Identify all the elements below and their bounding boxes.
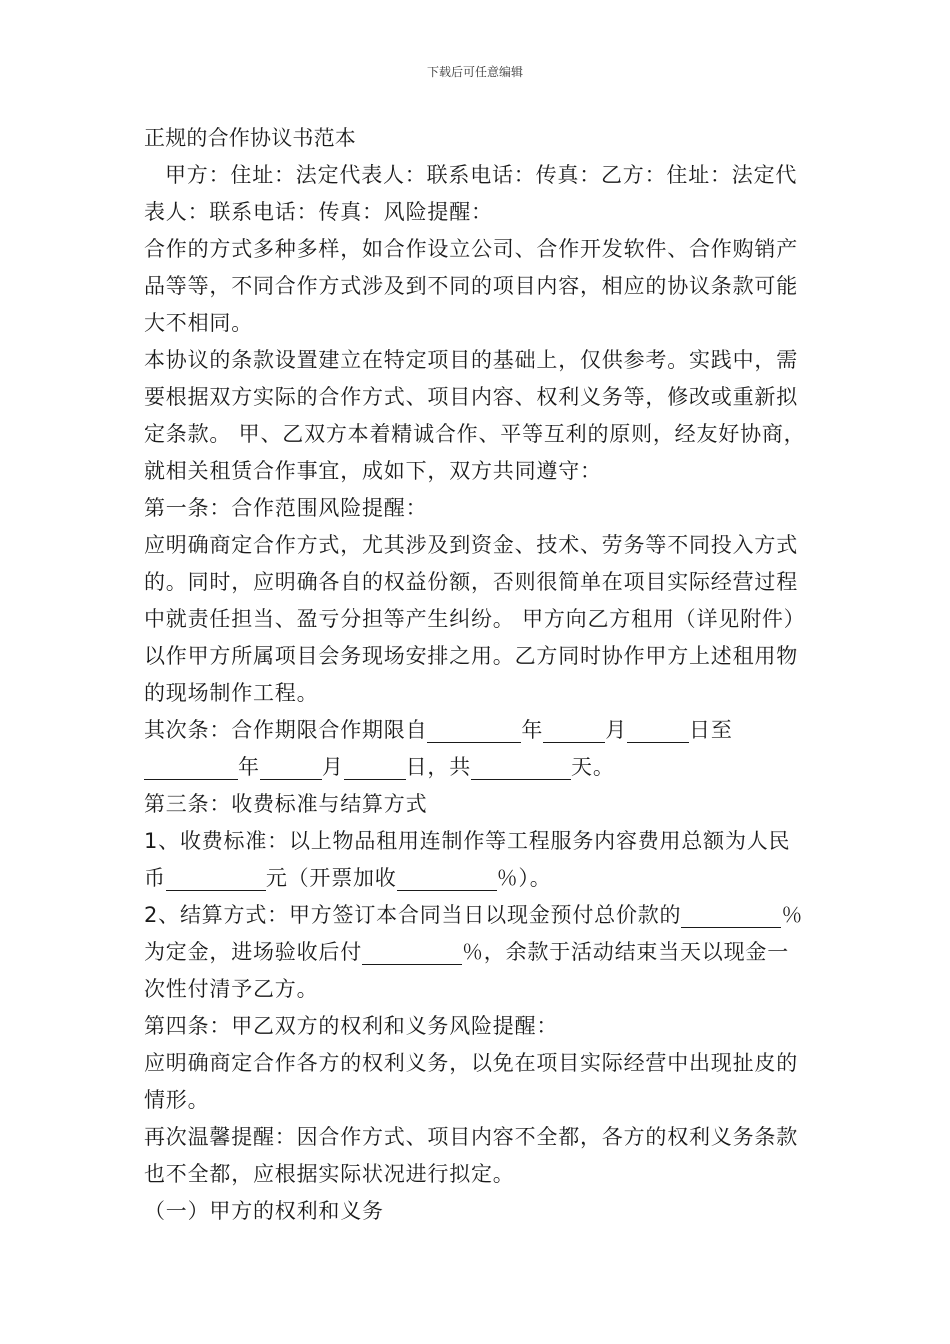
text-segment: 月 bbox=[321, 755, 344, 779]
article-2-term-paragraph bbox=[144, 712, 808, 786]
text-segment: 年 bbox=[521, 718, 544, 742]
text-segment: 2、结算方式：甲方签订本合同当日以现金预付总价款的 bbox=[144, 903, 682, 927]
text-segment: 元（开票加收 bbox=[265, 866, 397, 890]
blank-field bbox=[344, 757, 406, 780]
article-3-heading: 第三条：收费标准与结算方式 bbox=[144, 792, 428, 816]
party-a-rights-heading: （一）甲方的权利和义务 bbox=[144, 1199, 384, 1223]
text-segment: 1、收费标准：以上物品租用连制作等工程服务内容费用总额为人民币 bbox=[144, 829, 791, 890]
cooperation-methods-paragraph: 合作的方式多种多样，如合作设立公司、合作开发软件、合作购销产品等等，不同合作方式涉及到不同的项目内容，相应的协议条款可能大不相同。 bbox=[144, 237, 798, 335]
agreement-basis-paragraph: 本协议的条款设置建立在特定项目的基础上，仅供参考。实践中，需要根据双方实际的合作方式、项目内容、权利义务等，修改或重新拟定条款。 甲、乙双方本着精诚合作、平等互利的原则，经友好协商，就相关租赁合作事宜，成如下，双方共同遵守： bbox=[144, 348, 806, 483]
article-4-heading: 第四条：甲乙双方的权利和义务风险提醒： bbox=[144, 1014, 559, 1038]
text-segment: 月 bbox=[605, 718, 628, 742]
blank-field bbox=[427, 720, 521, 743]
text-segment: ％，余款于活动结束当天以现金一次性付清予乙方。 bbox=[144, 940, 789, 1001]
text-segment: ％为定金，进场验收后付 bbox=[144, 903, 804, 964]
page-header-note: 下载后可任意编辑 bbox=[426, 65, 523, 79]
text-segment: 日，共 bbox=[405, 755, 472, 779]
blank-field bbox=[471, 757, 571, 780]
article-1-heading: 第一条：合作范围风险提醒： bbox=[144, 496, 428, 520]
blank-field bbox=[681, 905, 781, 928]
blank-field bbox=[362, 942, 462, 965]
text-segment: 年 bbox=[238, 755, 260, 779]
document-title: 正规的合作协议书范本 bbox=[144, 126, 356, 150]
blank-field bbox=[543, 720, 605, 743]
text-segment: 日至 bbox=[689, 718, 733, 742]
settlement-paragraph bbox=[144, 897, 808, 1008]
blank-field bbox=[260, 757, 322, 780]
fee-standard-paragraph bbox=[144, 823, 808, 897]
text-segment: 其次条：合作期限合作期限自 bbox=[144, 718, 428, 742]
text-segment: ％）。 bbox=[496, 866, 552, 890]
blank-field bbox=[627, 720, 689, 743]
blank-field bbox=[166, 868, 266, 891]
text-segment: 天。 bbox=[571, 755, 615, 779]
blank-field bbox=[397, 868, 497, 891]
blank-field bbox=[144, 757, 238, 780]
reminder-paragraph: 再次温馨提醒：因合作方式、项目内容不全都，各方的权利义务条款也不全都，应根据实际状况进行拟定。 bbox=[144, 1125, 798, 1186]
article-1-body: 应明确商定合作方式，尤其涉及到资金、技术、劳务等不同投入方式的。同时，应明确各自的权益份额，否则很简单在项目实际经营过程中就责任担当、盈亏分担等产生纠纷。 甲方向乙方租用（详见附件）以作甲方所属项目会务现场安排之用。乙方同时协作甲方上述租用物的现场制作工程。 bbox=[144, 533, 806, 705]
document-body bbox=[144, 120, 808, 1230]
parties-paragraph: 甲方：住址：法定代表人：联系电话：传真：乙方：住址：法定代表人：联系电话：传真：风险提醒： bbox=[144, 163, 798, 224]
rights-obligations-paragraph: 应明确商定合作各方的权利义务，以免在项目实际经营中出现扯皮的情形。 bbox=[144, 1051, 798, 1112]
